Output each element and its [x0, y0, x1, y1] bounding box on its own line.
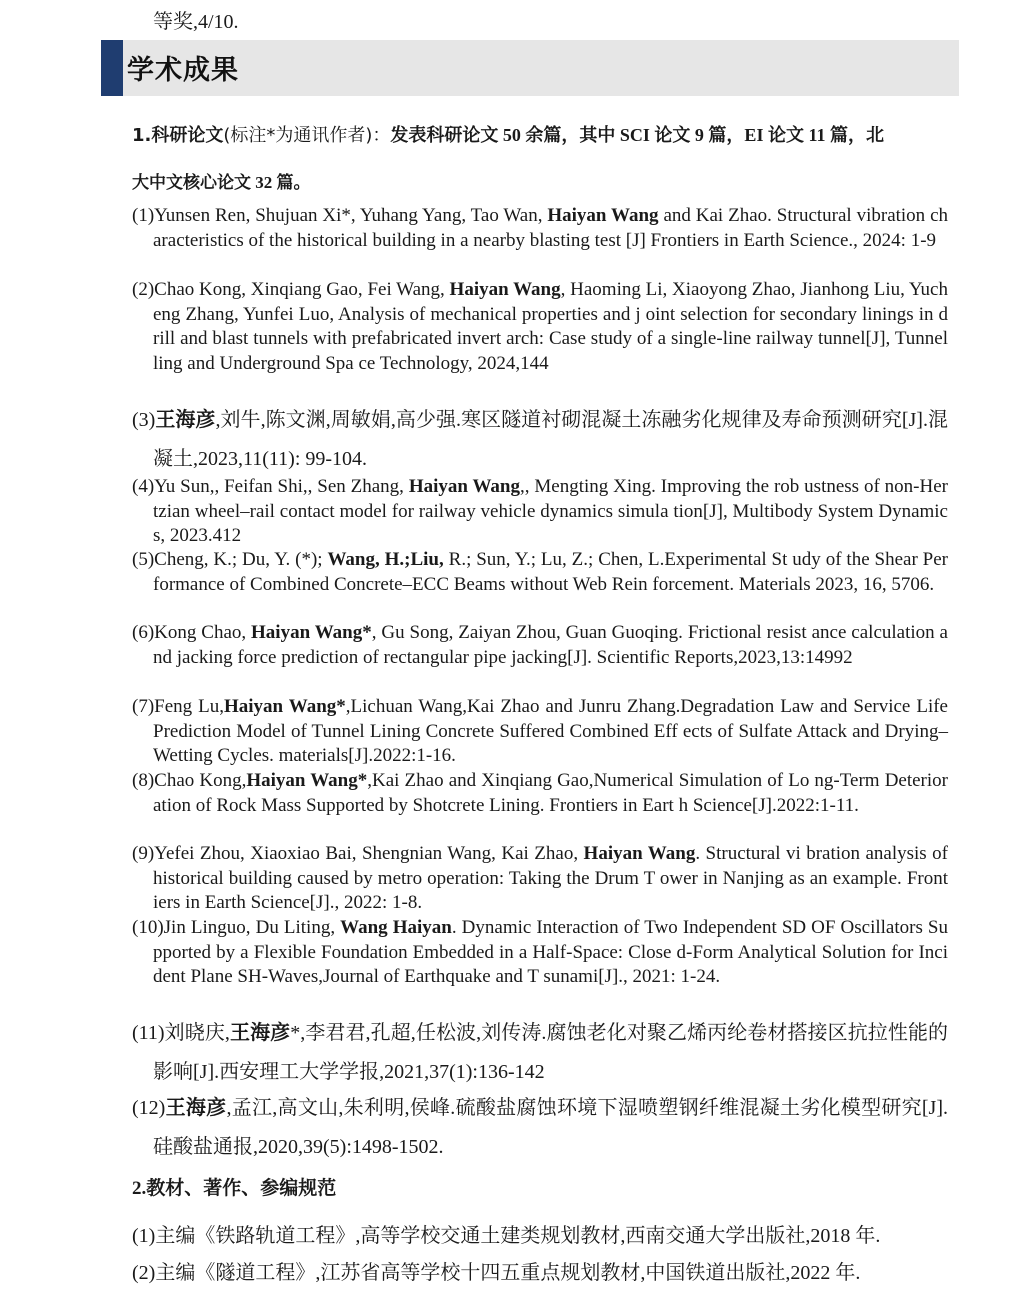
- paper-entry-text: (5)Cheng, K.; Du, Y. (*);: [132, 549, 328, 570]
- paper-entry-text: . Structural vi bration analysis of historical building caused by metro operation: Taking the Drum T ower in Nanjing as an example. Frontiers in Earth Science[J]., 2022: 1-8.: [153, 843, 948, 913]
- paper-entry-text: (4)Yu Sun,, Feifan Shi,, Sen Zhang,: [132, 476, 409, 497]
- paper-entry-author-highlight: Haiyan Wang: [449, 279, 561, 300]
- section-header: [101, 40, 959, 96]
- paper-entry-author-highlight: 王海彦: [165, 1097, 227, 1119]
- paper-entry-text: (3): [132, 409, 156, 431]
- paper-entry-author-highlight: Haiyan Wang*: [251, 622, 372, 643]
- book-entry: (1)主编《铁路轨道工程》,高等学校交通土建类规划教材,西南交通大学出版社,2018 年.: [132, 1225, 881, 1247]
- papers-header: [132, 122, 952, 149]
- paper-entry-author-highlight: Haiyan Wang*: [246, 770, 368, 791]
- papers-summary-continued: 大中文核心论文 32 篇。: [132, 173, 311, 192]
- paper-entry-author-highlight: Wang Haiyan: [340, 917, 452, 938]
- paper-entry-text: (1)Yunsen Ren, Shujuan Xi*, Yuhang Yang, Tao Wan,: [132, 205, 548, 226]
- paper-entry: [132, 842, 948, 916]
- paper-entry-author-highlight: 王海彦: [155, 409, 216, 431]
- paper-entry-text: ,Lichuan Wang,Kai Zhao and Junru Zhang.Degradation Law and Service Life Prediction Model of Tunnel Lining Concrete Suffered Combined Eff ects of Sulfate Attack and Drying–Wetting Cycles. materials[J].2022:1-16.: [153, 696, 948, 766]
- paper-entry: [132, 548, 948, 597]
- paper-entry: [132, 769, 948, 818]
- papers-header-label: 1.科研论文: [132, 125, 224, 146]
- paper-entry-text: , Gu Song, Zaiyan Zhou, Guan Guoqing. Frictional resist ance calculation and jacking force prediction of rectangular pipe jacking[J]. Scientific Reports,2023,13:14992: [153, 622, 948, 668]
- paper-entry-text: (6)Kong Chao,: [132, 622, 252, 643]
- paper-entry-author-highlight: Haiyan Wang: [583, 843, 696, 864]
- paper-entry-text: ,刘牛,陈文渊,周敏娟,高少强.寒区隧道衬砌混凝土冻融劣化规律及寿命预测研究[J].混凝土,2023,11(11): 99-104.: [153, 409, 949, 470]
- paper-entry-text: *,李君君,孔超,任松波,刘传涛.腐蚀老化对聚乙烯丙纶卷材搭接区抗拉性能的影响[J].西安理工大学学报,2021,37(1):136-142: [153, 1022, 949, 1083]
- paper-entry-author-highlight: Haiyan Wang: [408, 476, 520, 497]
- paper-entry-text: (12): [132, 1097, 166, 1119]
- paper-entry-author-highlight: 王海彦: [229, 1022, 291, 1044]
- paper-entry: [132, 278, 948, 376]
- paper-entry-text: , Haoming Li, Xiaoyong Zhao, Jianhong Liu, Yucheng Zhang, Yunfei Luo, Analysis of mechanical properties and j oint selection for secondary linings in drill and blast tunnels with prefabricated invert arch: Case study of a single-line railway tunnel[J], Tunnelling and Underground Spa ce Technology, 2024,144: [153, 279, 948, 374]
- paper-entry-text: ,孟江,高文山,朱利明,侯峰.硫酸盐腐蚀环境下湿喷塑钢纤维混凝土劣化模型研究[J].硅酸盐通报,2020,39(5):1498-1502.: [153, 1097, 949, 1158]
- paper-entry-text: ,, Mengting Xing. Improving the rob ustness of non-Hertzian wheel–rail contact model for railway vehicle dynamics simula tion[J], Multibody System Dynamics, 2023.412: [153, 476, 948, 546]
- paper-entry-author-highlight: Wang, H.;Liu,: [327, 549, 444, 570]
- paper-entry-author-highlight: Haiyan Wang: [547, 205, 659, 226]
- previous-entry-fragment: 等奖,4/10.: [153, 11, 239, 33]
- paper-entry: [132, 621, 948, 670]
- paper-entry: [132, 475, 948, 549]
- paper-entry: [132, 204, 948, 253]
- paper-entry: [132, 916, 948, 990]
- paper-entry-text: (8)Chao Kong,: [132, 770, 247, 791]
- paper-entry-text: (11)刘晓庆,: [132, 1022, 230, 1044]
- book-entry: (2)主编《隧道工程》,江苏省高等学校十四五重点规划教材,中国铁道出版社,2022 年.: [132, 1262, 861, 1284]
- paper-entry-text: R.; Sun, Y.; Lu, Z.; Chen, L.Experimental St udy of the Shear Performance of Combined Concrete–ECC Beams without Web Rein forcement. Materials 2023, 16, 5706.: [153, 549, 948, 595]
- paper-entry-text: (10)Jin Linguo, Du Liting,: [132, 917, 341, 938]
- books-header: 2.教材、著作、参编规范: [132, 1178, 337, 1199]
- paper-entry: [132, 401, 948, 479]
- paper-entry-author-highlight: Haiyan Wang*: [224, 696, 346, 717]
- paper-entry: [132, 1014, 948, 1092]
- paper-entry-text: (2)Chao Kong, Xinqiang Gao, Fei Wang,: [132, 279, 450, 300]
- section-title: 学术成果: [127, 55, 239, 86]
- paper-entry-text: (7)Feng Lu,: [132, 696, 224, 717]
- paper-entry-text: (9)Yefei Zhou, Xiaoxiao Bai, Shengnian Wang, Kai Zhao,: [132, 843, 584, 864]
- paper-entry-text: . Dynamic Interaction of Two Independent SD OF Oscillators Supported by a Flexible Foundation Embedded in a Half-Space: Close d-Form Analytical Solution for Incident Plane SH-Waves,Journal of Earthquake and T sunami[J]., 2021: 1-24.: [153, 917, 948, 987]
- papers-header-note: (标注*为通讯作者)：: [223, 125, 391, 146]
- paper-entry-text: and Kai Zhao. Structural vibration characteristics of the historical building in a nearby blasting test [J] Frontiers in Earth Science., 2024: 1-9: [153, 205, 949, 251]
- papers-summary: 发表科研论文 50 余篇，其中 SCI 论文 9 篇，EI 论文 11 篇，北: [390, 125, 884, 145]
- paper-entry-text: ,Kai Zhao and Xinqiang Gao,Numerical Simulation of Lo ng-Term Deterioration of Rock Mass Supported by Shotcrete Lining. Frontiers in Eart h Science[J].2022:1-11.: [153, 770, 948, 816]
- paper-entry: [132, 695, 948, 769]
- paper-entry: [132, 1089, 948, 1167]
